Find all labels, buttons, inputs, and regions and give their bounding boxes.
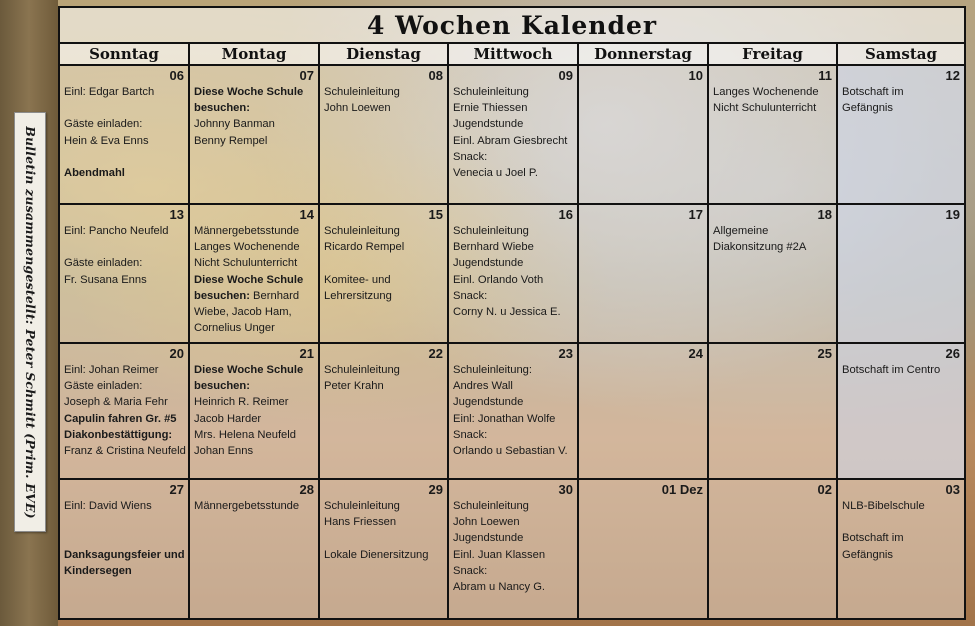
event-line: Schuleinleitung: [324, 86, 400, 98]
event-line: Snack:: [453, 289, 488, 302]
day-number: 26: [945, 346, 960, 361]
day-number: 21: [299, 346, 314, 361]
bulletin-credit-text: Bulletin zusammengestellt: Peter Schmitt (Prim. EVE): [22, 125, 38, 519]
day-number: 24: [688, 346, 703, 361]
event-line: Peter Krahn: [324, 380, 384, 393]
bulletin-credit-label: [14, 112, 46, 532]
day-header-mittwoch: Mittwoch: [449, 44, 579, 66]
event-line: Schuleinleitung: [453, 500, 529, 512]
day-header-donnerstag: Donnerstag: [579, 44, 709, 66]
day-number: 22: [428, 346, 443, 361]
day-cell: [449, 66, 579, 205]
event-line: Orlando u Sebastian V.: [453, 445, 568, 458]
event-line: Joseph & Maria Fehr: [64, 396, 168, 409]
day-number: 25: [817, 346, 832, 361]
event-line: Snack:: [453, 564, 488, 577]
day-cell: [579, 344, 709, 480]
line-spacer: [842, 514, 960, 530]
event-line: Lehrersitzung: [324, 289, 392, 302]
event-line: Botschaft im Centro: [842, 364, 941, 376]
day-cell: [320, 480, 449, 618]
event-line: besuchen:: [194, 102, 250, 115]
line-spacer: [64, 239, 184, 255]
event-line: Jugendstunde: [453, 257, 524, 270]
day-cell: [60, 344, 190, 480]
event-line: Ernie Thiessen: [453, 102, 528, 115]
event-line: Diakonbestättigung:: [64, 428, 173, 441]
day-number: 28: [299, 482, 314, 497]
line-spacer: [64, 514, 184, 530]
day-cell: [709, 66, 838, 205]
event-line: Botschaft im: [842, 532, 904, 545]
event-line: Franz & Cristina Neufeld: [64, 445, 186, 458]
day-cell: [709, 480, 838, 618]
event-line: Hans Friessen: [324, 516, 397, 529]
day-number: 27: [169, 482, 184, 497]
day-number: 01 Dez: [661, 482, 703, 497]
day-number: 15: [428, 207, 443, 222]
day-header-sonntag: Sonntag: [60, 44, 190, 66]
day-cell: [838, 66, 964, 205]
event-line: Mrs. Helena Neufeld: [194, 428, 296, 441]
line-spacer: [64, 100, 184, 116]
event-line: Danksagungsfeier und: [64, 548, 185, 561]
event-line: NLB-Bibelschule: [842, 500, 925, 512]
day-number: 18: [817, 207, 832, 222]
event-line: Einl: David Wiens: [64, 500, 152, 512]
event-line: Diese Woche Schule: [194, 86, 304, 98]
line-spacer: [324, 530, 443, 546]
event-line: Einl: Jonathan Wolfe: [453, 412, 556, 425]
event-line: Abram u Nancy G.: [453, 581, 546, 594]
event-line: Männergebetsstunde: [194, 500, 300, 512]
event-line: Jugendstunde: [453, 396, 524, 409]
day-cell: [190, 66, 320, 205]
day-header-samstag: Samstag: [838, 44, 964, 66]
day-number: 12: [945, 68, 960, 83]
event-line: Heinrich R. Reimer: [194, 396, 289, 409]
event-line: Langes Wochenende: [194, 241, 300, 254]
day-cell: [320, 344, 449, 480]
day-number: 20: [169, 346, 184, 361]
calendar-grid: [60, 44, 964, 618]
day-number: 14: [299, 207, 314, 222]
event-line: Einl. Juan Klassen: [453, 548, 546, 561]
event-line: Johnny Banman: [194, 118, 275, 131]
day-cell: [709, 344, 838, 480]
event-line: Schuleinleitung:: [453, 364, 532, 376]
day-cell: [579, 66, 709, 205]
day-cell: [449, 480, 579, 618]
event-line: Benny Rempel: [194, 134, 268, 147]
event-line: Jugendstunde: [453, 118, 524, 131]
day-number: 19: [945, 207, 960, 222]
day-number: 11: [818, 68, 832, 83]
calendar: [58, 6, 966, 620]
day-number: 03: [945, 482, 960, 497]
event-line: Gäste einladen:: [64, 118, 143, 131]
event-line: Abendmahl: [64, 166, 125, 179]
day-number: 10: [688, 68, 703, 83]
event-line: Einl: Johan Reimer: [64, 364, 159, 376]
event-line: Diese Woche Schule: [194, 273, 304, 286]
day-number: 09: [558, 68, 573, 83]
day-number: 30: [558, 482, 573, 497]
event-line: Lokale Dienersitzung: [324, 548, 429, 561]
event-line: Einl: Edgar Bartch: [64, 86, 155, 98]
day-number: 07: [299, 68, 314, 83]
day-number: 08: [428, 68, 443, 83]
day-cell: [190, 205, 320, 344]
event-line: Schuleinleitung: [324, 225, 400, 237]
event-line: Schuleinleitung: [453, 225, 529, 237]
event-line: Schuleinleitung: [453, 86, 529, 98]
line-spacer: [64, 530, 184, 546]
event-line: Corny N. u Jessica E.: [453, 306, 561, 319]
event-line: Ricardo Rempel: [324, 241, 405, 254]
event-line: Einl. Orlando Voth: [453, 273, 544, 286]
line-spacer: [324, 255, 443, 271]
event-line: besuchen: Bernhard: [194, 289, 300, 302]
day-cell: [60, 66, 190, 205]
event-line: besuchen:: [194, 380, 250, 393]
day-cell: [838, 205, 964, 344]
day-number: 13: [169, 207, 184, 222]
day-cell: [579, 205, 709, 344]
event-line: Langes Wochenende: [713, 86, 819, 98]
event-line: Jacob Harder: [194, 412, 262, 425]
event-line: Schuleinleitung: [324, 500, 400, 512]
day-number: 17: [688, 207, 703, 222]
event-line: Allgemeine: [713, 225, 769, 237]
day-cell: [60, 205, 190, 344]
event-line: Hein & Eva Enns: [64, 134, 149, 147]
day-cell: [190, 344, 320, 480]
event-line: Gefängnis: [842, 102, 893, 115]
event-line: Johan Enns: [194, 445, 254, 458]
day-cell: [838, 480, 964, 618]
event-line: Fr. Susana Enns: [64, 273, 147, 286]
day-number: 23: [558, 346, 573, 361]
day-number: 16: [558, 207, 573, 222]
day-header-dienstag: Dienstag: [320, 44, 449, 66]
event-line: Nicht Schulunterricht: [713, 102, 817, 115]
day-header-montag: Montag: [190, 44, 320, 66]
day-number: 29: [428, 482, 443, 497]
day-cell: [709, 205, 838, 344]
day-cell: [838, 344, 964, 480]
event-line: Andres Wall: [453, 380, 513, 393]
event-line: Capulin fahren Gr. #5: [64, 412, 177, 425]
event-line: Gäste einladen:: [64, 257, 143, 270]
event-line: Snack:: [453, 428, 488, 441]
event-line: Wiebe, Jacob Ham,: [194, 306, 292, 319]
day-cell: [579, 480, 709, 618]
day-cell: [320, 66, 449, 205]
event-line: Jugendstunde: [453, 532, 524, 545]
day-header-freitag: Freitag: [709, 44, 838, 66]
day-cell: [449, 205, 579, 344]
event-line: Komitee- und: [324, 273, 391, 286]
event-line: Nicht Schulunterricht: [194, 257, 298, 270]
event-line: Einl: Pancho Neufeld: [64, 225, 169, 237]
day-cell: [449, 344, 579, 480]
event-line: Diese Woche Schule: [194, 364, 304, 376]
event-line: Bernhard Wiebe: [453, 241, 534, 254]
event-line: Snack:: [453, 150, 488, 163]
event-line: Cornelius Unger: [194, 322, 275, 335]
day-number: 02: [817, 482, 832, 497]
event-line: Diakonsitzung #2A: [713, 241, 807, 254]
event-line: John Loewen: [453, 516, 520, 529]
event-line: Gäste einladen:: [64, 380, 143, 393]
calendar-title: 4 Wochen Kalender: [60, 8, 964, 44]
event-line: Schuleinleitung: [324, 364, 400, 376]
event-line: Einl. Abram Giesbrecht: [453, 134, 568, 147]
day-number: 06: [169, 68, 184, 83]
event-line: Venecia u Joel P.: [453, 167, 539, 180]
event-line: John Loewen: [324, 102, 391, 115]
event-line: Botschaft im: [842, 86, 904, 98]
line-spacer: [64, 149, 184, 165]
event-line: Kindersegen: [64, 564, 132, 577]
day-cell: [190, 480, 320, 618]
event-line: Männergebetsstunde: [194, 225, 300, 237]
event-line: Gefängnis: [842, 548, 893, 561]
day-cell: [320, 205, 449, 344]
day-cell: [60, 480, 190, 618]
